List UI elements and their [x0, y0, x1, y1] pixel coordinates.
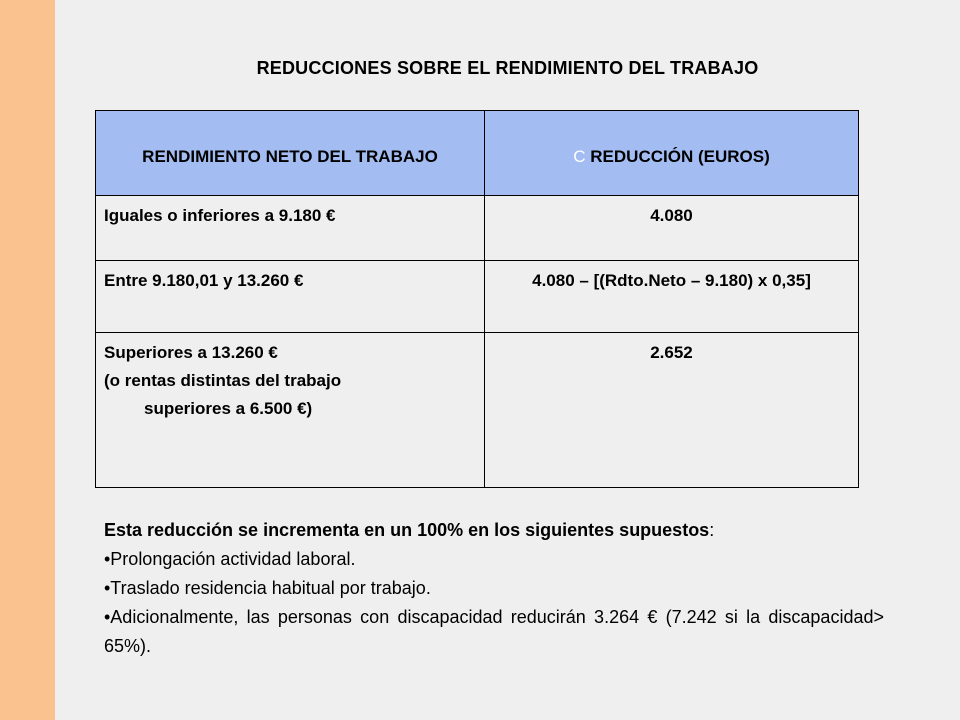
header-rendimiento: RENDIMIENTO NETO DEL TRABAJO: [96, 111, 485, 196]
notes-intro: [104, 516, 884, 545]
reduction-table: [95, 110, 859, 488]
header-prefix: C: [573, 147, 586, 166]
list-item: •Adicionalmente, las personas con discapacidad reducirán 3.264 € (7.242 si la discapacidad> 65%).: [104, 607, 884, 656]
left-decorative-stripe: [0, 0, 55, 720]
range-line-1: Superiores a 13.260 €: [104, 343, 278, 362]
reduction-cell: 4.080 – [(Rdto.Neto – 9.180) x 0,35]: [485, 261, 859, 333]
table-row: [96, 196, 859, 261]
reduction-cell: 2.652: [485, 333, 859, 488]
table-row: [96, 261, 859, 333]
range-cell: Entre 9.180,01 y 13.260 €: [96, 261, 485, 333]
reduction-cell: 4.080: [485, 196, 859, 261]
notes-intro-colon: :: [709, 520, 715, 540]
header-reduccion: [485, 111, 859, 196]
page-title: REDUCCIONES SOBRE EL RENDIMIENTO DEL TRABAJO: [256, 58, 759, 78]
range-cell: Iguales o inferiores a 9.180 €: [96, 196, 485, 261]
list-item: •Traslado residencia habitual por trabajo.: [104, 578, 431, 598]
range-line-2: (o rentas distintas del trabajo: [104, 371, 342, 390]
notes-intro-text: Esta reducción se incrementa en un 100% en los siguientes supuestos: [104, 520, 710, 540]
range-line-3: superiores a 6.500 €): [144, 399, 313, 418]
table-row: [96, 333, 859, 488]
table-header-row: [96, 111, 859, 196]
header-reduccion-label: REDUCCIÓN (EUROS): [590, 147, 770, 166]
notes-block: [104, 516, 884, 661]
list-item: •Prolongación actividad laboral.: [104, 549, 356, 569]
range-cell: [96, 333, 485, 488]
